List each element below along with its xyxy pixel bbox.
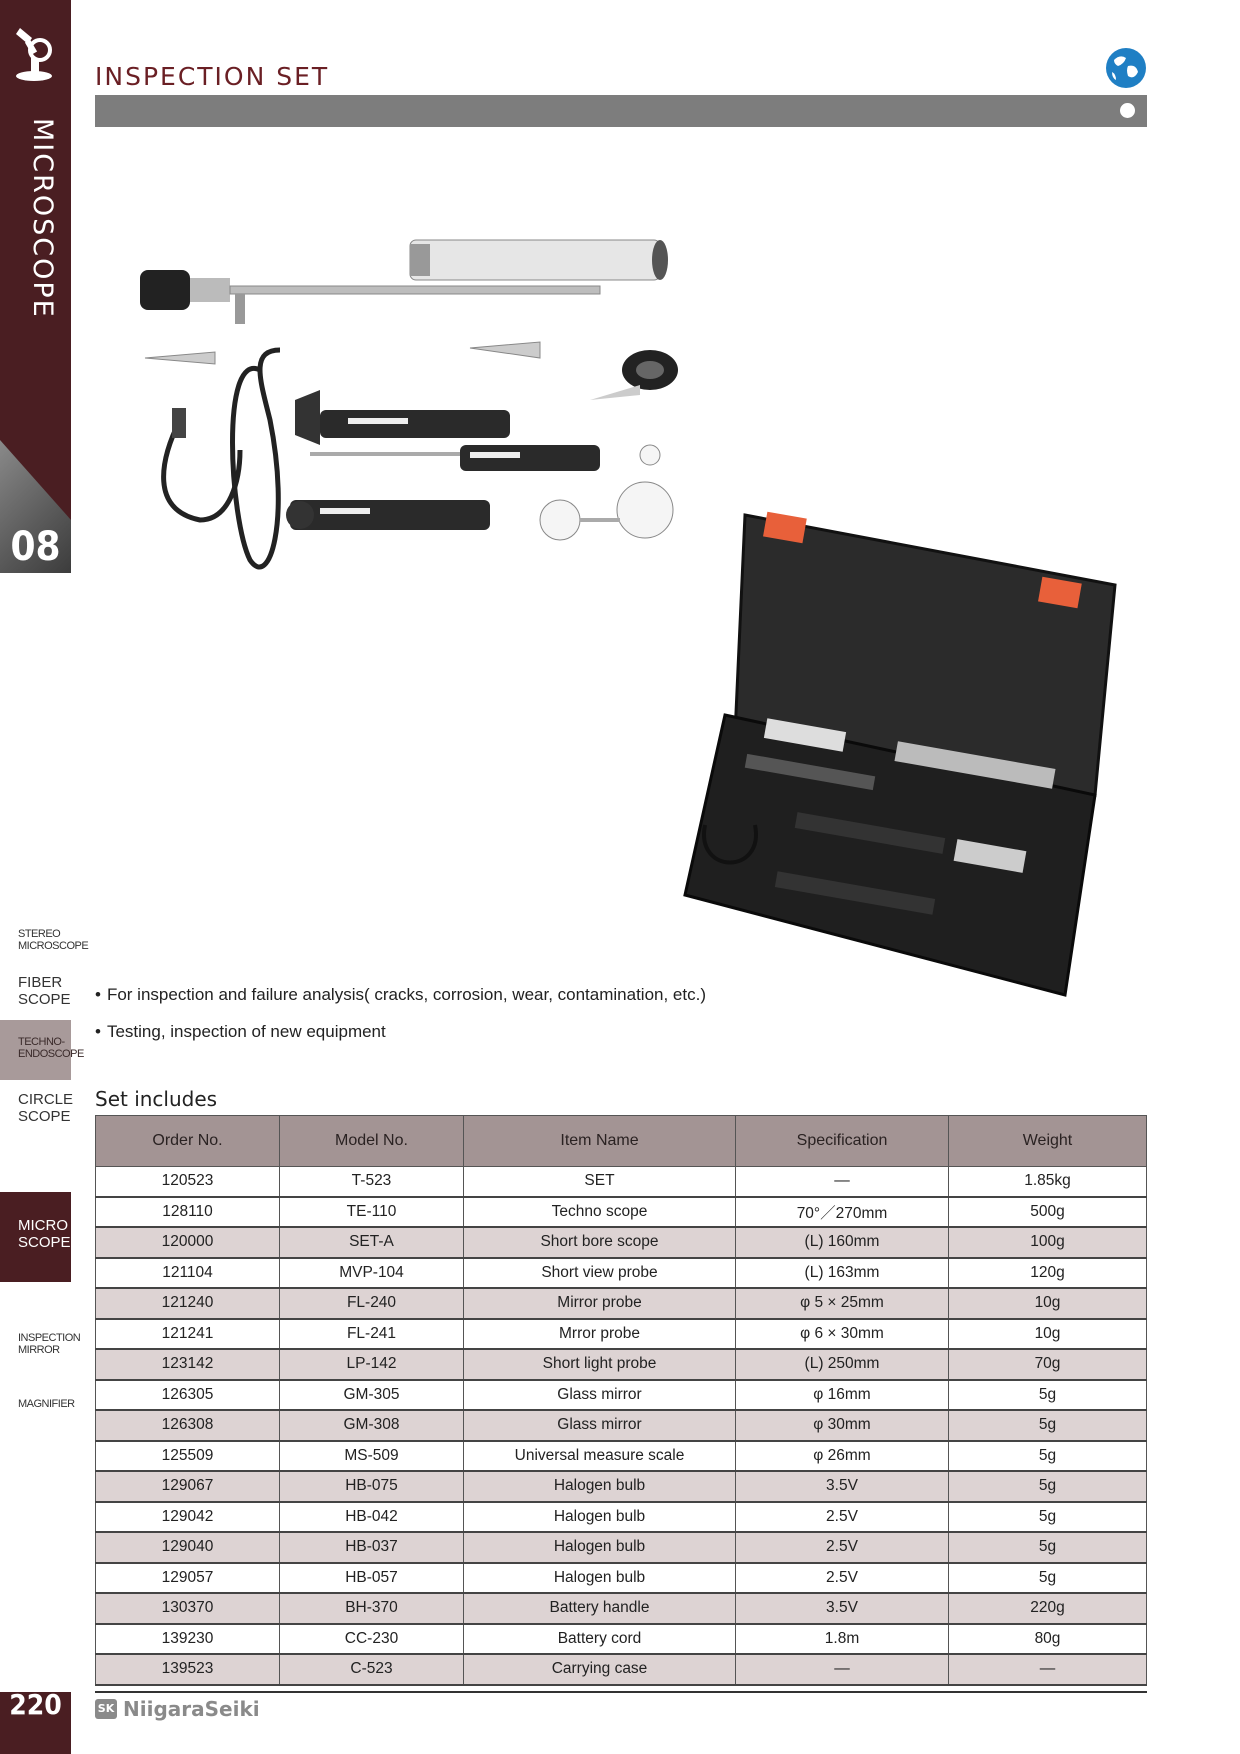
table-cell: 121241 [96,1319,280,1350]
table-cell: FL-240 [280,1288,464,1319]
table-cell: φ 16mm [736,1380,949,1411]
nav-stereo-microscope[interactable] [0,928,89,953]
table-cell: φ 30mm [736,1410,949,1441]
table-cell: φ 26mm [736,1441,949,1472]
table-cell: Mrror probe [464,1319,736,1350]
table-cell: 129040 [96,1532,280,1563]
table-cell: (L) 163mm [736,1258,949,1289]
table-cell: BH-370 [280,1593,464,1624]
table-cell: CC-230 [280,1624,464,1655]
table-cell: HB-075 [280,1471,464,1502]
table-cell: 70g [949,1349,1147,1380]
table-cell: 121104 [96,1258,280,1289]
globe-icon [1104,46,1148,90]
table-cell: φ 5 × 25mm [736,1288,949,1319]
table-header-row [96,1116,1147,1167]
set-includes-table [95,1115,1147,1686]
table-cell: Short view probe [464,1258,736,1289]
table-cell: 139230 [96,1624,280,1655]
table-row [96,1654,1147,1685]
table-cell: 10g [949,1288,1147,1319]
table-body [96,1167,1147,1685]
table-cell: Halogen bulb [464,1563,736,1594]
chapter-number: 08 [10,524,61,570]
nav-label: CIRCLE [18,1091,74,1108]
microscope-icon [14,24,56,84]
table-cell: 10g [949,1319,1147,1350]
table-caption: Set includes [95,1087,218,1111]
table-row [96,1167,1147,1197]
col-model-no: Model No. [280,1116,464,1167]
table-cell: GM-305 [280,1380,464,1411]
table-cell: 123142 [96,1349,280,1380]
table-cell: — [949,1654,1147,1685]
table-row [96,1227,1147,1258]
table-cell: 130370 [96,1593,280,1624]
table-cell: SET-A [280,1227,464,1258]
nav-label: MAGNIFIER [18,1398,75,1410]
brand-name: NiigaraSeiki [123,1697,260,1721]
table-cell: GM-308 [280,1410,464,1441]
table-cell: 70°／270mm [736,1197,949,1228]
table-cell: 5g [949,1410,1147,1441]
table-cell: 3.5V [736,1593,949,1624]
table-cell: MS-509 [280,1441,464,1472]
table-cell: 2.5V [736,1532,949,1563]
nav-micro-scope[interactable] [0,1192,71,1282]
table-cell: T-523 [280,1167,464,1197]
nav-label: TECHNO- [18,1036,65,1048]
table-cell: 1.85kg [949,1167,1147,1197]
table-row [96,1319,1147,1350]
sidebar-title: MICROSCOPE [27,118,58,319]
nav-label: MIRROR [18,1344,60,1357]
table-row [96,1471,1147,1502]
nav-inspection-mirror[interactable] [0,1332,81,1357]
table-cell: 500g [949,1197,1147,1228]
table-cell: Battery cord [464,1624,736,1655]
title-bar-dot [1120,103,1135,118]
table-cell: Halogen bulb [464,1471,736,1502]
table-row [96,1197,1147,1228]
table-cell: 3.5V [736,1471,949,1502]
nav-label: STEREO [18,928,61,940]
table-cell: TE-110 [280,1197,464,1228]
table-cell: 5g [949,1563,1147,1594]
table-cell: 125509 [96,1441,280,1472]
table-cell: 5g [949,1471,1147,1502]
table-cell: LP-142 [280,1349,464,1380]
table-cell: Glass mirror [464,1410,736,1441]
brand-mark: SK [95,1699,117,1719]
col-weight: Weight [949,1116,1147,1167]
table-cell: 126305 [96,1380,280,1411]
table-cell: MVP-104 [280,1258,464,1289]
table-cell: Halogen bulb [464,1532,736,1563]
nav-label: INSPECTION [18,1332,81,1344]
table-cell: 121240 [96,1288,280,1319]
col-order-no: Order No. [96,1116,280,1167]
page-number: 220 [0,1692,71,1754]
table-cell: 126308 [96,1410,280,1441]
table-row [96,1349,1147,1380]
feature-bullet: • For inspection and failure analysis( cracks, corrosion, wear, contamination, etc.) [95,985,706,1005]
table-cell: 120g [949,1258,1147,1289]
col-item-name: Item Name [464,1116,736,1167]
nav-circle-scope[interactable] [0,1091,74,1125]
nav-label: SCOPE [18,990,71,1008]
carrying-case-image [675,495,1125,1015]
table-row [96,1593,1147,1624]
table-cell: Techno scope [464,1197,736,1228]
table-cell: Glass mirror [464,1380,736,1411]
table-cell: — [736,1167,949,1197]
table-row [96,1441,1147,1472]
table-cell: 220g [949,1593,1147,1624]
table-cell: HB-037 [280,1532,464,1563]
feature-list [95,985,706,1059]
table-cell: FL-241 [280,1319,464,1350]
table-row [96,1410,1147,1441]
table-cell: Short light probe [464,1349,736,1380]
table-row [96,1258,1147,1289]
table-cell: 139523 [96,1654,280,1685]
nav-label: SCOPE [18,1107,71,1125]
table-cell: Universal measure scale [464,1441,736,1472]
table-cell: SET [464,1167,736,1197]
feature-bullet: • Testing, inspection of new equipment [95,1022,706,1042]
nav-techno-endoscope[interactable] [0,1020,84,1080]
col-specification: Specification [736,1116,949,1167]
nav-fiber-scope[interactable] [0,975,71,1008]
nav-magnifier[interactable] [0,1398,75,1410]
table-cell: 1.8m [736,1624,949,1655]
table-cell: 129067 [96,1471,280,1502]
table-cell: C-523 [280,1654,464,1685]
table-cell: (L) 160mm [736,1227,949,1258]
nav-label: MICROSCOPE [18,940,89,953]
footer-divider [95,1691,1147,1693]
table-cell: 129057 [96,1563,280,1594]
table-cell: Halogen bulb [464,1502,736,1533]
table-cell: — [736,1654,949,1685]
table-cell: 5g [949,1441,1147,1472]
inspection-tools-image [120,220,720,600]
table-cell: Carrying case [464,1654,736,1685]
table-cell: 120523 [96,1167,280,1197]
table-cell: 80g [949,1624,1147,1655]
table-cell: 120000 [96,1227,280,1258]
table-cell: 2.5V [736,1502,949,1533]
nav-label: MICRO [18,1217,68,1234]
table-row [96,1288,1147,1319]
table-cell: HB-042 [280,1502,464,1533]
table-cell: Short bore scope [464,1227,736,1258]
table-cell: 5g [949,1532,1147,1563]
table-row [96,1563,1147,1594]
table-cell: 5g [949,1502,1147,1533]
table-row [96,1380,1147,1411]
table-row [96,1502,1147,1533]
table-row [96,1624,1147,1655]
table-cell: 2.5V [736,1563,949,1594]
table-row [96,1532,1147,1563]
table-cell: Battery handle [464,1593,736,1624]
table-cell: (L) 250mm [736,1349,949,1380]
table-cell: Mirror probe [464,1288,736,1319]
nav-label: ENDOSCOPE [18,1048,84,1061]
table-cell: 129042 [96,1502,280,1533]
table-cell: 128110 [96,1197,280,1228]
brand-logo [95,1697,260,1721]
title-bar [95,95,1147,127]
table-cell: φ 6 × 30mm [736,1319,949,1350]
table-cell: HB-057 [280,1563,464,1594]
nav-label: SCOPE [18,1233,71,1251]
table-cell: 5g [949,1380,1147,1411]
page-title: INSPECTION SET [95,62,330,91]
table-cell: 100g [949,1227,1147,1258]
nav-label: FIBER [18,974,63,991]
